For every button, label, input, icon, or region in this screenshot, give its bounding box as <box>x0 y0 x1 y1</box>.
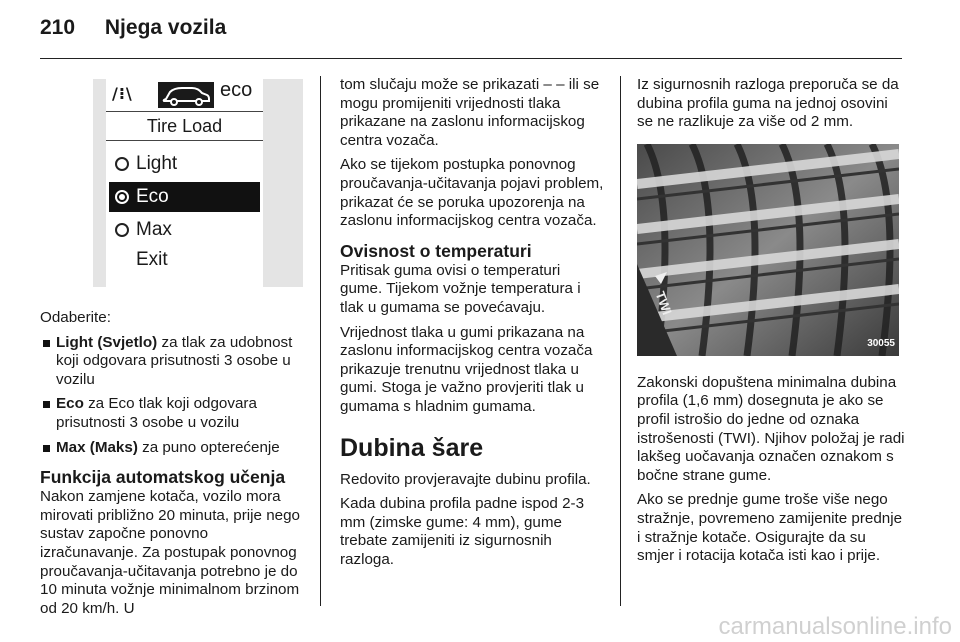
radio-icon <box>115 157 129 171</box>
list-item <box>40 395 302 432</box>
paragraph: Ako se tijekom postupka ponovnog proučavanja-učitavanja pojavi problem, prikazat će se poruka upozorenja na zaslonu informacijskog centra vozača. <box>340 156 604 230</box>
column-divider <box>620 76 621 606</box>
image-code: 30055 <box>867 338 895 350</box>
display-title: Tire Load <box>106 111 263 141</box>
display-option-eco <box>109 182 260 212</box>
radio-selected-icon <box>115 190 129 204</box>
column-divider <box>320 76 321 606</box>
bullet-icon <box>43 445 50 452</box>
column-1 <box>40 76 302 624</box>
list-item <box>40 439 302 458</box>
page-number: 210 <box>40 16 76 39</box>
paragraph: tom slučaju može se prikazati – – ili se mogu promijeniti vrijednosti tlaka prikazane na zaslonu informacijskog centra vozača. <box>340 76 600 149</box>
paragraph: Iz sigurnosnih razloga preporuča se da dubina profila guma na jednoj osovini se ne razlikuje za više od 2 mm. <box>637 76 899 131</box>
list-item <box>40 334 302 390</box>
paragraph: Ako se prednje gume troše više nego stražnje, povremeno zamijenite prednje i stražnje kotače. Osigurajte da su smjer i rotacija kotača isti kao i prije. <box>637 491 903 565</box>
tire-load-display-illustration <box>93 79 303 287</box>
bullet-text: za Eco tlak koji odgovara prisutnosti 3 osobe u vozilu <box>56 395 257 431</box>
paragraph: Zakonski dopuštena minimalna dubina profila (1,6 mm) dosegnuta je ako se profil istrošio do jedne od oznaka istrošenosti (TWI). Njihov položaj je radi lakšeg uočavanja označen oznakom s bočne strane gume. <box>637 373 905 484</box>
column-2 <box>340 76 604 575</box>
bullet-term: Max (Maks) <box>56 438 138 456</box>
option-label: Max <box>136 219 172 240</box>
display-option-light <box>106 149 263 179</box>
eco-label: eco <box>220 79 253 101</box>
display-top-bar <box>106 79 263 111</box>
twi-label: TWI <box>652 289 675 317</box>
road-symbol-icon: /⁝\ <box>112 84 133 103</box>
bullet-icon <box>43 340 50 347</box>
section-heading: Ovisnost o temperaturi <box>340 240 532 261</box>
paragraph: Kada dubina profila padne ispod 2-3 mm (zimske gume: 4 mm), gume trebate zamijeniti iz sigurnosnih razloga. <box>340 495 585 568</box>
bullet-text: za tlak za udobnost koji odgovara prisutnosti 3 osobe u vozilu <box>56 333 293 388</box>
car-icon <box>158 82 214 108</box>
page-header <box>40 16 226 40</box>
option-label: Eco <box>136 186 169 207</box>
option-label: Light <box>136 153 178 174</box>
paragraph: Vrijednost tlaka u gumi prikazana na zaslonu informacijskog centra vozača prikazuje trenutnu vrijednost tlaka u gumi. Stoga je važno provjeriti tlak u gumama s hladnim gumama. <box>340 323 593 415</box>
display-exit: Exit <box>136 249 168 270</box>
bullet-term: Eco <box>56 395 84 413</box>
paragraph: Pritisak guma ovisi o temperaturi gume. Tijekom vožnje temperatura i tlak u gumama se povećavaju. <box>340 261 581 316</box>
bullet-text: za puno opterećenje <box>137 438 280 456</box>
header-rule <box>40 58 902 59</box>
paragraph: Redovito provjeravajte dubinu profila. <box>340 470 591 488</box>
display-option-max <box>106 215 263 245</box>
page-title: Njega vozila <box>104 16 227 39</box>
tire-tread-image <box>637 144 899 356</box>
column-3 <box>637 76 905 572</box>
radio-icon <box>115 223 129 237</box>
watermark: carmanualsonline.info <box>718 613 952 640</box>
display-screen <box>106 79 263 287</box>
section-heading: Funkcija automatskog učenja <box>40 467 286 488</box>
bullet-icon <box>43 401 50 408</box>
bullet-list <box>40 334 302 458</box>
bullet-term: Light (Svjetlo) <box>56 333 158 351</box>
paragraph: Nakon zamjene kotača, vozilo mora mirovati približno 20 minuta, prije nego sustav započne ponovno izračunavanje. Za postupak ponovnog proučavanja-učitavanja potrebno je do 10 minuta vožnje minimalnom brzinom od 20 km/h. U <box>40 488 301 617</box>
chapter-heading: Dubina šare <box>340 433 484 462</box>
intro-text: Odaberite: <box>40 309 111 326</box>
